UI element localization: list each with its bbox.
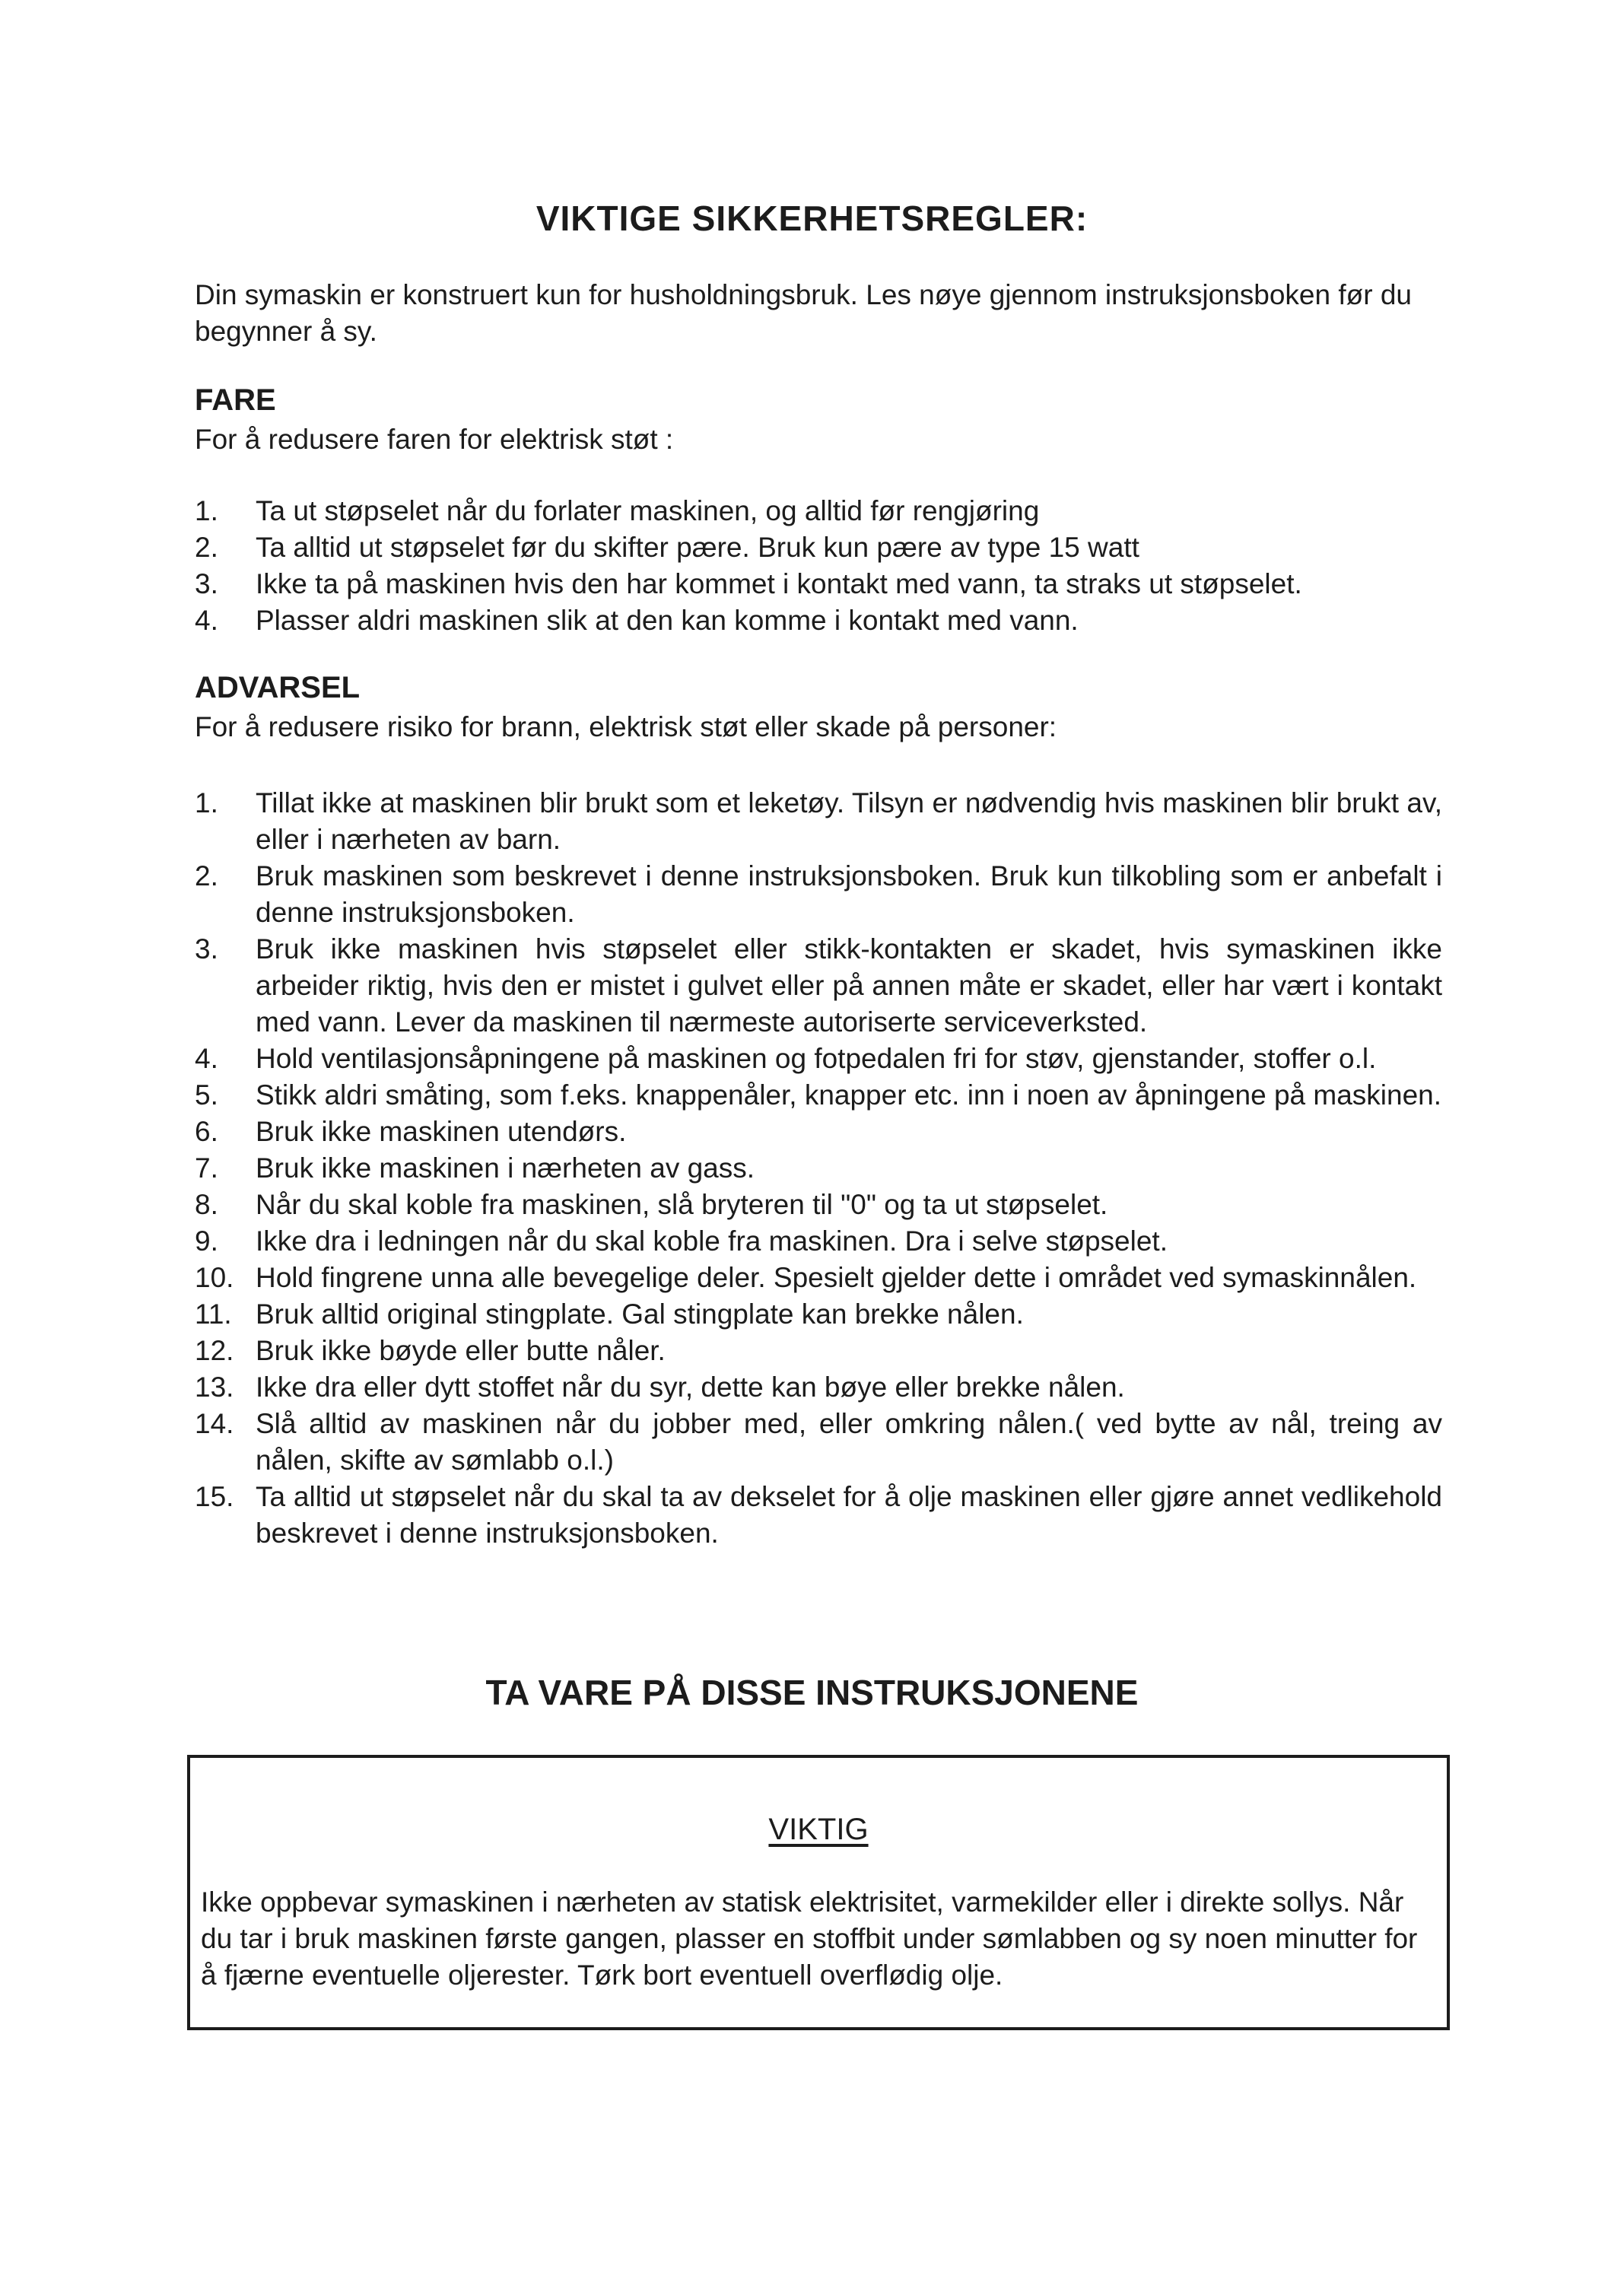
item-text: Bruk ikke maskinen hvis støpselet eller stikk-kontakten er skadet, hvis symaskinen ikke arbeider riktig, hvis den er mistet i gulvet eller på annen måte er skadet, eller har vært i kontakt med vann. Lever da maskinen til nærmeste autoriserte serviceverksted. (256, 933, 1442, 1038)
list-item (195, 602, 1442, 639)
item-number: 4. (195, 1043, 218, 1074)
item-text: Ta alltid ut støpselet når du skal ta av dekselet for å olje maskinen eller gjøre annet vedlikehold beskrevet i denne instruksjonsboken. (256, 1481, 1442, 1549)
item-number: 3. (195, 568, 218, 599)
item-text: Plasser aldri maskinen slik at den kan komme i kontakt med vann. (256, 605, 1079, 636)
list-item (195, 1333, 1442, 1369)
list-item (195, 529, 1442, 566)
item-number: 2. (195, 860, 218, 892)
item-text: Stikk aldri småting, som f.eks. knappenåler, knapper etc. inn i noen av åpningene på maskinen. (256, 1079, 1442, 1111)
item-text: Tillat ikke at maskinen blir brukt som et leketøy. Tilsyn er nødvendig hvis maskinen blir brukt av, eller i nærheten av barn. (256, 787, 1442, 855)
viktig-heading: VIKTIG (768, 1813, 869, 1846)
list-item (195, 1406, 1442, 1479)
item-number: 6. (195, 1116, 218, 1147)
advarsel-subtitle: For å redusere risiko for brann, elektrisk støt eller skade på personer: (195, 711, 1057, 742)
item-text: Bruk ikke maskinen i nærheten av gass. (256, 1152, 755, 1184)
item-text: Bruk alltid original stingplate. Gal stingplate kan brekke nålen. (256, 1298, 1024, 1330)
item-text: Ta ut støpselet når du forlater maskinen, og alltid før rengjøring (256, 495, 1040, 526)
item-number: 4. (195, 605, 218, 636)
item-number: 1. (195, 495, 218, 526)
list-item (195, 1187, 1442, 1223)
item-number: 5. (195, 1079, 218, 1111)
list-item (195, 1260, 1442, 1296)
item-text: Når du skal koble fra maskinen, slå bryteren til "0" og ta ut støpselet. (256, 1189, 1108, 1220)
fare-heading: FARE (195, 383, 276, 417)
item-text: Ikke dra eller dytt stoffet når du syr, dette kan bøye eller brekke nålen. (256, 1371, 1125, 1403)
item-number: 13. (195, 1371, 234, 1403)
item-number: 15. (195, 1481, 234, 1512)
item-number: 14. (195, 1408, 234, 1439)
item-text: Bruk maskinen som beskrevet i denne instruksjonsboken. Bruk kun tilkobling som er anbefalt i denne instruksjonsboken. (256, 860, 1442, 928)
item-number: 3. (195, 933, 218, 965)
item-number: 8. (195, 1189, 218, 1220)
list-item (195, 1150, 1442, 1187)
list-item (195, 785, 1442, 858)
item-number: 12. (195, 1335, 234, 1366)
item-number: 11. (195, 1298, 232, 1330)
item-text: Bruk ikke bøyde eller butte nåler. (256, 1335, 666, 1366)
item-number: 10. (195, 1262, 234, 1293)
intro-paragraph: Din symaskin er konstruert kun for husholdningsbruk. Les nøye gjennom instruksjonsboken før du begynner å sy. (195, 279, 1412, 347)
viktig-text: Ikke oppbevar symaskinen i nærheten av statisk elektrisitet, varmekilder eller i direkte sollys. Når du tar i bruk maskinen første gangen, plasser en stoffbit under sømlabben og sy noen minutter for å fjærne eventuelle oljerester. Tørk bort eventuell overflødig olje. (201, 1886, 1418, 1991)
list-item (195, 1479, 1442, 1552)
list-item (195, 1041, 1442, 1077)
item-number: 2. (195, 532, 218, 563)
item-text: Hold fingrene unna alle bevegelige deler. Spesielt gjelder dette i området ved symaskinnålen. (256, 1262, 1417, 1293)
list-item (195, 858, 1442, 931)
list-item (195, 1369, 1442, 1406)
item-text: Ta alltid ut støpselet før du skifter pære. Bruk kun pære av type 15 watt (256, 532, 1139, 563)
list-item (195, 1296, 1442, 1333)
list-item (195, 1223, 1442, 1260)
item-number: 1. (195, 787, 218, 818)
advarsel-list (195, 785, 1442, 1552)
item-text: Hold ventilasjonsåpningene på maskinen og fotpedalen fri for støv, gjenstander, stoffer o.l. (256, 1043, 1377, 1074)
list-item (195, 1077, 1442, 1114)
item-number: 9. (195, 1225, 218, 1257)
item-text: Bruk ikke maskinen utendørs. (256, 1116, 627, 1147)
footer-title: TA VARE PÅ DISSE INSTRUKSJONENE (485, 1673, 1139, 1712)
list-item (195, 566, 1442, 602)
item-number: 7. (195, 1152, 218, 1184)
item-text: Ikke ta på maskinen hvis den har kommet i kontakt med vann, ta straks ut støpselet. (256, 568, 1302, 599)
list-item (195, 931, 1442, 1041)
item-text: Ikke dra i ledningen når du skal koble fra maskinen. Dra i selve støpselet. (256, 1225, 1168, 1257)
page-title: VIKTIGE SIKKERHETSREGLER: (536, 199, 1088, 238)
viktig-box (187, 1755, 1450, 2030)
list-item (195, 1114, 1442, 1150)
fare-list (195, 493, 1442, 639)
fare-subtitle: For å redusere faren for elektrisk støt : (195, 424, 674, 455)
item-text: Slå alltid av maskinen når du jobber med, eller omkring nålen.( ved bytte av nål, treing av nålen, skifte av sømlabb o.l.) (256, 1408, 1442, 1476)
list-item (195, 493, 1442, 529)
advarsel-heading: ADVARSEL (195, 671, 361, 704)
